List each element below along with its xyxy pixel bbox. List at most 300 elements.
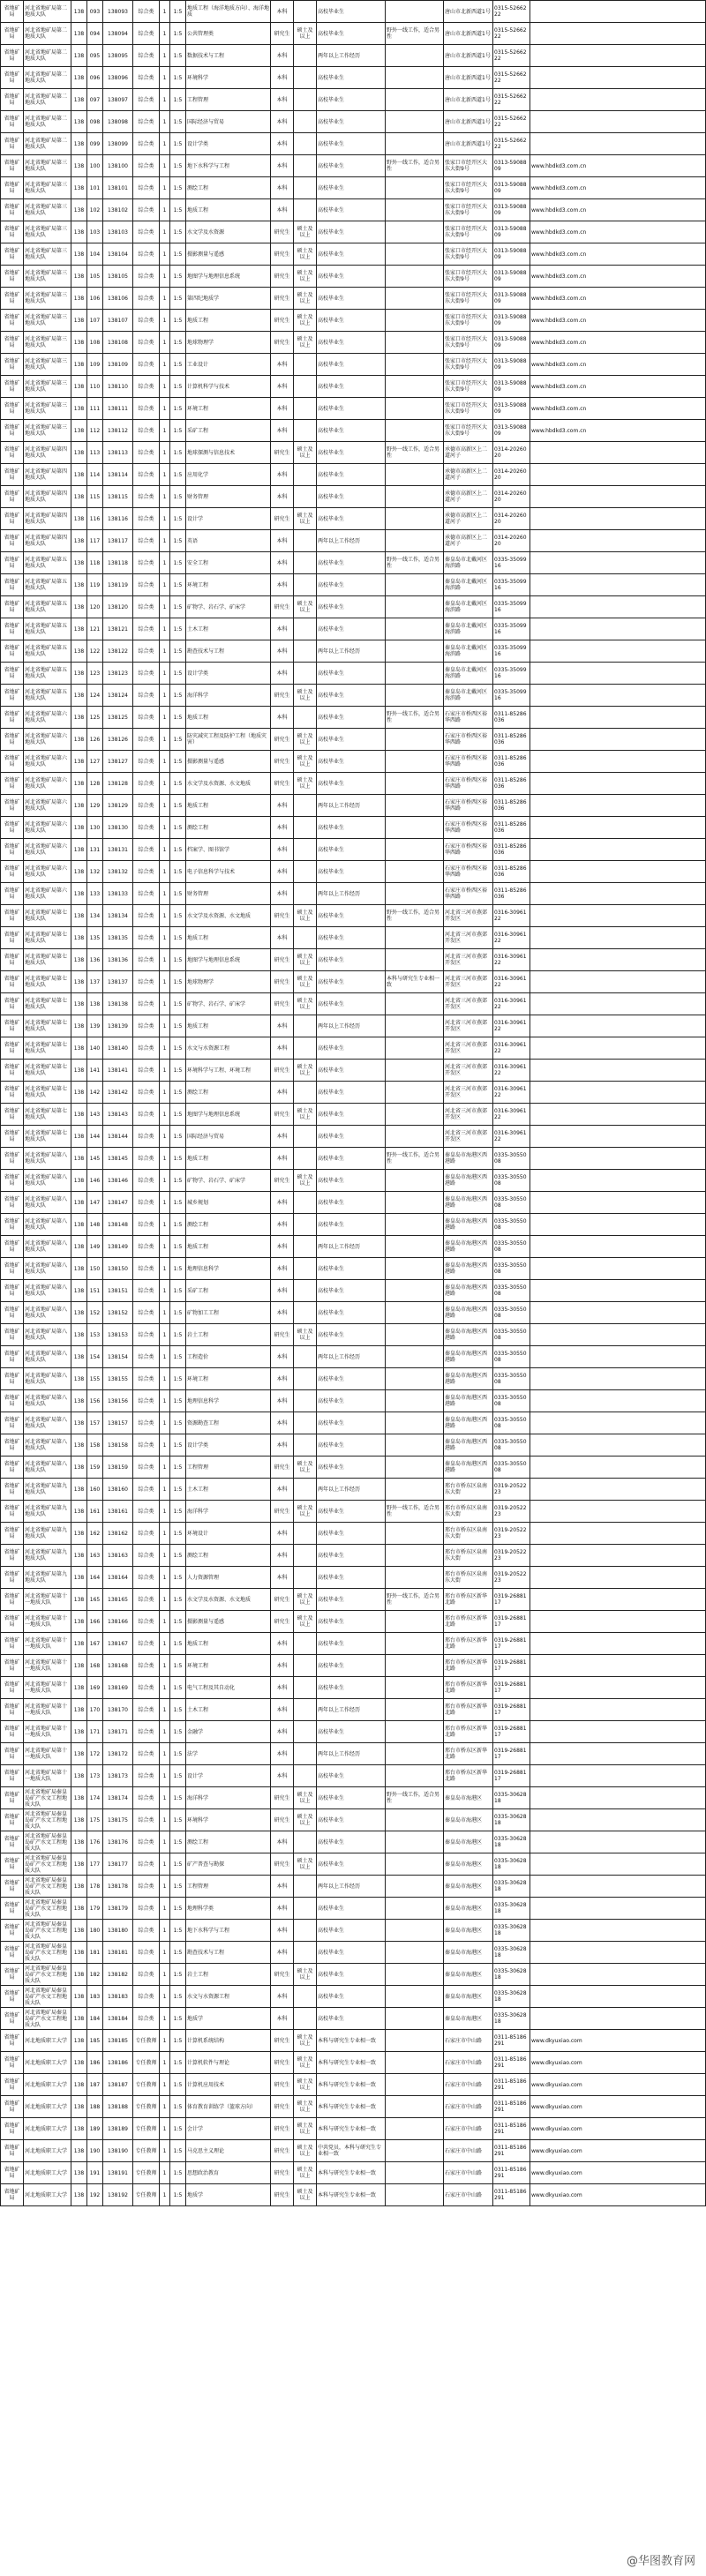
phone-cell: 0313-5908809 <box>493 398 530 420</box>
website-cell <box>530 839 706 861</box>
unit-code-cell: 138 <box>71 949 87 971</box>
unit-cell: 河北省地矿局第六地质大队 <box>24 839 71 861</box>
headcount-cell: 1 <box>160 618 170 640</box>
website-cell <box>530 1258 706 1280</box>
other-requirement-cell <box>386 199 444 221</box>
unit-cell: 河北省地矿局第二地质大队 <box>24 23 71 45</box>
target-cell: 高校毕业生 <box>317 1170 386 1192</box>
target-cell: 两年以上工作经历 <box>317 1015 386 1037</box>
headcount-cell: 1 <box>160 332 170 354</box>
degree-cell: 硕士及以上 <box>294 332 317 354</box>
unit-cell: 河北省地矿局第六地质大队 <box>24 707 71 729</box>
headcount-cell: 1 <box>160 2184 170 2206</box>
target-cell: 高校毕业生 <box>317 971 386 993</box>
website-cell <box>530 1765 706 1787</box>
major-cell: 水文学及水资源、水文地质 <box>186 1589 271 1611</box>
headcount-cell: 1 <box>160 1192 170 1214</box>
table-row <box>1 861 706 883</box>
other-requirement-cell <box>386 596 444 618</box>
headcount-cell: 1 <box>160 288 170 310</box>
ratio-cell: 1:5 <box>170 1633 186 1655</box>
degree-cell <box>294 795 317 817</box>
address-cell: 承德市高新区上二道河子 <box>444 486 493 508</box>
degree-cell <box>294 1765 317 1787</box>
ratio-cell: 1:5 <box>170 1104 186 1126</box>
table-row <box>1 2052 706 2074</box>
degree-cell <box>294 1082 317 1104</box>
unit-code-cell: 138 <box>71 685 87 707</box>
unit-code-cell: 138 <box>71 1346 87 1368</box>
post-no-cell: 109 <box>87 354 103 376</box>
post-type-cell: 综合类 <box>133 552 160 574</box>
other-requirement-cell <box>386 266 444 288</box>
unit-cell: 河北省地矿局第八地质大队 <box>24 1456 71 1479</box>
table-row <box>1 2030 706 2052</box>
unit-cell: 河北省地矿局第七地质大队 <box>24 1015 71 1037</box>
table-row <box>1 332 706 354</box>
target-cell: 高校毕业生 <box>317 993 386 1015</box>
table-row <box>1 1942 706 1964</box>
post-code-cell: 138178 <box>103 1876 133 1898</box>
post-no-cell: 100 <box>87 155 103 177</box>
post-no-cell: 146 <box>87 1170 103 1192</box>
post-no-cell: 106 <box>87 288 103 310</box>
target-cell: 高校毕业生 <box>317 111 386 133</box>
post-type-cell: 综合类 <box>133 111 160 133</box>
other-requirement-cell <box>386 1853 444 1876</box>
post-type-cell: 综合类 <box>133 2008 160 2030</box>
ratio-cell: 1:5 <box>170 883 186 905</box>
ratio-cell: 1:5 <box>170 1611 186 1633</box>
post-code-cell: 138144 <box>103 1126 133 1148</box>
major-cell: 英语 <box>186 530 271 552</box>
category-cell: 省地矿局 <box>1 1 24 23</box>
unit-cell: 河北省地矿局第三地质大队 <box>24 376 71 398</box>
education-cell: 本科 <box>271 552 294 574</box>
post-no-cell: 123 <box>87 663 103 685</box>
unit-cell: 河北省地矿局第三地质大队 <box>24 243 71 266</box>
unit-code-cell: 138 <box>71 2008 87 2030</box>
education-cell: 研究生 <box>271 949 294 971</box>
major-cell: 地质工程 <box>186 707 271 729</box>
unit-code-cell: 138 <box>71 2096 87 2118</box>
unit-code-cell: 138 <box>71 464 87 486</box>
website-cell <box>530 640 706 663</box>
phone-cell: 0319-2052223 <box>493 1545 530 1567</box>
table-row <box>1 89 706 111</box>
website-cell <box>530 993 706 1015</box>
phone-cell: 0311-85186291 <box>493 2030 530 2052</box>
website-cell: www.dkyuxiao.com <box>530 2074 706 2096</box>
table-row <box>1 199 706 221</box>
ratio-cell: 1:5 <box>170 861 186 883</box>
major-cell: 海洋科学 <box>186 685 271 707</box>
ratio-cell: 1:5 <box>170 1986 186 2008</box>
website-cell: www.hbdkd3.com.cn <box>530 354 706 376</box>
target-cell: 两年以上工作经历 <box>317 1699 386 1721</box>
target-cell: 高校毕业生 <box>317 773 386 795</box>
degree-cell <box>294 1258 317 1280</box>
degree-cell <box>294 464 317 486</box>
headcount-cell: 1 <box>160 1765 170 1787</box>
ratio-cell: 1:5 <box>170 795 186 817</box>
website-cell <box>530 552 706 574</box>
phone-cell: 0313-5908809 <box>493 420 530 442</box>
other-requirement-cell: 本科与研究生专业相一致 <box>386 971 444 993</box>
phone-cell: 0319-2688117 <box>493 1677 530 1699</box>
post-no-cell: 161 <box>87 1501 103 1523</box>
table-row <box>1 1368 706 1390</box>
headcount-cell: 1 <box>160 266 170 288</box>
post-no-cell: 148 <box>87 1214 103 1236</box>
unit-code-cell: 138 <box>71 2030 87 2052</box>
other-requirement-cell <box>386 177 444 199</box>
unit-cell: 河北省地矿局第五地质大队 <box>24 596 71 618</box>
unit-cell: 河北省地矿局第十一地质大队 <box>24 1699 71 1721</box>
unit-code-cell: 138 <box>71 574 87 596</box>
major-cell: 地质工程 <box>186 1015 271 1037</box>
headcount-cell: 1 <box>160 1324 170 1346</box>
degree-cell: 硕士及以上 <box>294 2074 317 2096</box>
category-cell: 省地矿局 <box>1 354 24 376</box>
unit-code-cell: 138 <box>71 1390 87 1412</box>
category-cell: 省地矿局 <box>1 1479 24 1501</box>
category-cell: 省地矿局 <box>1 1015 24 1037</box>
ratio-cell: 1:5 <box>170 1809 186 1831</box>
major-cell: 测绘工程 <box>186 1082 271 1104</box>
address-cell: 张家口市经开区大东大街9号 <box>444 243 493 266</box>
address-cell: 秦皇岛市海港区 <box>444 1964 493 1986</box>
target-cell: 高校毕业生 <box>317 354 386 376</box>
category-cell: 省地矿局 <box>1 67 24 89</box>
unit-cell: 河北省地矿局第十一地质大队 <box>24 1765 71 1787</box>
post-type-cell: 综合类 <box>133 1920 160 1942</box>
table-row <box>1 1986 706 2008</box>
major-cell: 金融学 <box>186 1721 271 1743</box>
unit-cell: 河北省地矿局第十一地质大队 <box>24 1721 71 1743</box>
education-cell: 研究生 <box>271 905 294 927</box>
degree-cell <box>294 1148 317 1170</box>
table-row <box>1 2008 706 2030</box>
unit-cell: 河北省地矿局第三地质大队 <box>24 177 71 199</box>
post-type-cell: 综合类 <box>133 1346 160 1368</box>
unit-code-cell: 138 <box>71 1655 87 1677</box>
phone-cell: 0313-5908809 <box>493 332 530 354</box>
phone-cell: 0335-3062818 <box>493 1920 530 1942</box>
phone-cell: 0335-3062818 <box>493 1898 530 1920</box>
headcount-cell: 1 <box>160 133 170 155</box>
category-cell: 省地矿局 <box>1 1346 24 1368</box>
unit-code-cell: 138 <box>71 155 87 177</box>
category-cell: 省地矿局 <box>1 2096 24 2118</box>
ratio-cell: 1:5 <box>170 486 186 508</box>
target-cell: 高校毕业生 <box>317 266 386 288</box>
table-row <box>1 2074 706 2096</box>
category-cell: 省地矿局 <box>1 1942 24 1964</box>
address-cell: 秦皇岛市海港区西港路 <box>444 1324 493 1346</box>
post-code-cell: 138093 <box>103 1 133 23</box>
post-code-cell: 138152 <box>103 1302 133 1324</box>
phone-cell: 0316-3096122 <box>493 1015 530 1037</box>
other-requirement-cell <box>386 1964 444 1986</box>
address-cell: 秦皇岛市海港区西港路 <box>444 1148 493 1170</box>
post-type-cell: 综合类 <box>133 883 160 905</box>
address-cell: 河北省三河市燕郊开发区 <box>444 1082 493 1104</box>
phone-cell: 0335-3509916 <box>493 663 530 685</box>
unit-cell: 河北省地矿局第六地质大队 <box>24 861 71 883</box>
category-cell: 省地矿局 <box>1 177 24 199</box>
target-cell: 高校毕业生 <box>317 1809 386 1831</box>
post-type-cell: 综合类 <box>133 993 160 1015</box>
degree-cell <box>294 1942 317 1964</box>
major-cell: 马克思主义理论 <box>186 2140 271 2162</box>
phone-cell: 0311-85286036 <box>493 729 530 751</box>
headcount-cell: 1 <box>160 2140 170 2162</box>
unit-cell: 河北省地矿局第三地质大队 <box>24 288 71 310</box>
post-type-cell: 综合类 <box>133 971 160 993</box>
degree-cell <box>294 1346 317 1368</box>
headcount-cell: 1 <box>160 1 170 23</box>
major-cell: 地理科学类 <box>186 1898 271 1920</box>
unit-cell: 河北省地矿局第八地质大队 <box>24 1412 71 1434</box>
other-requirement-cell <box>386 1456 444 1479</box>
education-cell: 研究生 <box>271 1809 294 1831</box>
unit-cell: 河北地质职工大学 <box>24 2162 71 2184</box>
unit-code-cell: 138 <box>71 1060 87 1082</box>
ratio-cell: 1:5 <box>170 1787 186 1809</box>
other-requirement-cell <box>386 508 444 530</box>
address-cell: 邢台市桥东区新华北路 <box>444 1655 493 1677</box>
target-cell: 本科与研究生专业相一致 <box>317 2030 386 2052</box>
education-cell: 本科 <box>271 1567 294 1589</box>
headcount-cell: 1 <box>160 2008 170 2030</box>
target-cell: 高校毕业生 <box>317 574 386 596</box>
degree-cell <box>294 1523 317 1545</box>
headcount-cell: 1 <box>160 640 170 663</box>
headcount-cell: 1 <box>160 2074 170 2096</box>
unit-cell: 河北省地矿局第八地质大队 <box>24 1390 71 1412</box>
unit-code-cell: 138 <box>71 442 87 464</box>
education-cell: 本科 <box>271 1192 294 1214</box>
degree-cell: 硕士及以上 <box>294 1456 317 1479</box>
unit-code-cell: 138 <box>71 817 87 839</box>
post-no-cell: 153 <box>87 1324 103 1346</box>
phone-cell: 0335-3509916 <box>493 618 530 640</box>
table-row <box>1 1390 706 1412</box>
target-cell: 高校毕业生 <box>317 1368 386 1390</box>
category-cell: 省地矿局 <box>1 1787 24 1809</box>
phone-cell: 0313-5908809 <box>493 221 530 243</box>
degree-cell: 硕士及以上 <box>294 243 317 266</box>
post-code-cell: 138101 <box>103 177 133 199</box>
other-requirement-cell <box>386 1479 444 1501</box>
table-row <box>1 442 706 464</box>
target-cell: 本科与研究生专业相一致 <box>317 2074 386 2096</box>
ratio-cell: 1:5 <box>170 1192 186 1214</box>
major-cell: 地球物理学 <box>186 332 271 354</box>
website-cell <box>530 795 706 817</box>
post-code-cell: 138110 <box>103 376 133 398</box>
post-code-cell: 138123 <box>103 663 133 685</box>
website-cell <box>530 1126 706 1148</box>
website-cell <box>530 817 706 839</box>
education-cell: 本科 <box>271 861 294 883</box>
headcount-cell: 1 <box>160 243 170 266</box>
other-requirement-cell <box>386 133 444 155</box>
education-cell: 研究生 <box>271 442 294 464</box>
website-cell <box>530 751 706 773</box>
post-code-cell: 138169 <box>103 1677 133 1699</box>
major-cell: 地质工程 <box>186 310 271 332</box>
unit-code-cell: 138 <box>71 1126 87 1148</box>
degree-cell <box>294 1236 317 1258</box>
phone-cell: 0335-3509916 <box>493 640 530 663</box>
website-cell <box>530 1170 706 1192</box>
degree-cell <box>294 376 317 398</box>
category-cell: 省地矿局 <box>1 111 24 133</box>
headcount-cell: 1 <box>160 2096 170 2118</box>
unit-cell: 河北省地矿局第十一地质大队 <box>24 1743 71 1765</box>
unit-cell: 河北省地矿局第七地质大队 <box>24 1037 71 1060</box>
post-no-cell: 168 <box>87 1655 103 1677</box>
post-code-cell: 138140 <box>103 1037 133 1060</box>
headcount-cell: 1 <box>160 1302 170 1324</box>
category-cell: 省地矿局 <box>1 1170 24 1192</box>
post-type-cell: 专任教师 <box>133 2162 160 2184</box>
watermark: @华图教育网 <box>623 2550 699 2569</box>
unit-code-cell: 138 <box>71 596 87 618</box>
table-row <box>1 1148 706 1170</box>
phone-cell: 0335-3055008 <box>493 1412 530 1434</box>
website-cell <box>530 1787 706 1809</box>
post-code-cell: 138153 <box>103 1324 133 1346</box>
table-row <box>1 376 706 398</box>
major-cell: 设计学类 <box>186 1434 271 1456</box>
post-type-cell: 综合类 <box>133 1434 160 1456</box>
address-cell: 石家庄市桥西区裕华西路 <box>444 817 493 839</box>
headcount-cell: 1 <box>160 155 170 177</box>
education-cell: 研究生 <box>271 310 294 332</box>
target-cell: 本科与研究生专业相一致 <box>317 2096 386 2118</box>
major-cell: 工程管理 <box>186 89 271 111</box>
unit-code-cell: 138 <box>71 376 87 398</box>
headcount-cell: 1 <box>160 1920 170 1942</box>
degree-cell <box>294 1 317 23</box>
post-no-cell: 167 <box>87 1633 103 1655</box>
table-row <box>1 1 706 23</box>
target-cell: 高校毕业生 <box>317 1853 386 1876</box>
target-cell: 高校毕业生 <box>317 1126 386 1148</box>
major-cell: 地下水科学与工程 <box>186 1920 271 1942</box>
ratio-cell: 1:5 <box>170 1236 186 1258</box>
post-type-cell: 综合类 <box>133 442 160 464</box>
major-cell: 环境设计 <box>186 1523 271 1545</box>
post-type-cell: 综合类 <box>133 751 160 773</box>
post-no-cell: 154 <box>87 1346 103 1368</box>
education-cell: 本科 <box>271 67 294 89</box>
phone-cell: 0316-3096122 <box>493 993 530 1015</box>
education-cell: 本科 <box>271 1214 294 1236</box>
phone-cell: 0319-2688117 <box>493 1589 530 1611</box>
post-code-cell: 138126 <box>103 729 133 751</box>
headcount-cell: 1 <box>160 442 170 464</box>
ratio-cell: 1:5 <box>170 1964 186 1986</box>
table-row <box>1 1743 706 1765</box>
table-body <box>1 1 706 2206</box>
website-cell <box>530 67 706 89</box>
post-type-cell: 综合类 <box>133 1589 160 1611</box>
unit-code-cell: 138 <box>71 1434 87 1456</box>
other-requirement-cell <box>386 949 444 971</box>
unit-code-cell: 138 <box>71 243 87 266</box>
target-cell: 高校毕业生 <box>317 1324 386 1346</box>
ratio-cell: 1:5 <box>170 1545 186 1567</box>
address-cell: 秦皇岛市北戴河区海滨路 <box>444 685 493 707</box>
degree-cell: 硕士及以上 <box>294 310 317 332</box>
major-cell: 法学 <box>186 1743 271 1765</box>
post-type-cell: 专任教师 <box>133 2184 160 2206</box>
ratio-cell: 1:5 <box>170 1743 186 1765</box>
major-cell: 地质工程 <box>186 795 271 817</box>
ratio-cell: 1:5 <box>170 2162 186 2184</box>
ratio-cell: 1:5 <box>170 376 186 398</box>
category-cell: 省地矿局 <box>1 949 24 971</box>
headcount-cell: 1 <box>160 729 170 751</box>
major-cell: 地球物理学 <box>186 971 271 993</box>
other-requirement-cell <box>386 640 444 663</box>
address-cell: 秦皇岛市北戴河区海滨路 <box>444 663 493 685</box>
education-cell: 研究生 <box>271 23 294 45</box>
other-requirement-cell <box>386 332 444 354</box>
category-cell: 省地矿局 <box>1 1898 24 1920</box>
unit-cell: 河北省地矿局第五地质大队 <box>24 663 71 685</box>
other-requirement-cell: 野外一线工作，适合男性 <box>386 1589 444 1611</box>
phone-cell: 0316-3096122 <box>493 1082 530 1104</box>
education-cell: 研究生 <box>271 288 294 310</box>
degree-cell: 硕士及以上 <box>294 2096 317 2118</box>
post-code-cell: 138127 <box>103 751 133 773</box>
degree-cell: 硕士及以上 <box>294 949 317 971</box>
post-no-cell: 151 <box>87 1280 103 1302</box>
target-cell: 本科与研究生专业相一致 <box>317 2118 386 2140</box>
post-type-cell: 综合类 <box>133 288 160 310</box>
phone-cell: 0335-3062818 <box>493 1831 530 1853</box>
target-cell: 高校毕业生 <box>317 508 386 530</box>
degree-cell <box>294 817 317 839</box>
ratio-cell: 1:5 <box>170 1214 186 1236</box>
major-cell: 数据技术与工程 <box>186 45 271 67</box>
major-cell: 地质工程 <box>186 1148 271 1170</box>
other-requirement-cell <box>386 376 444 398</box>
post-code-cell: 138166 <box>103 1611 133 1633</box>
post-code-cell: 138099 <box>103 133 133 155</box>
website-cell <box>530 618 706 640</box>
ratio-cell: 1:5 <box>170 1258 186 1280</box>
post-code-cell: 138186 <box>103 2052 133 2074</box>
ratio-cell: 1:5 <box>170 596 186 618</box>
post-no-cell: 157 <box>87 1412 103 1434</box>
unit-code-cell: 138 <box>71 1192 87 1214</box>
education-cell: 本科 <box>271 707 294 729</box>
education-cell: 本科 <box>271 1655 294 1677</box>
post-code-cell: 138174 <box>103 1787 133 1809</box>
website-cell <box>530 1368 706 1390</box>
address-cell: 河北省三河市燕郊开发区 <box>444 905 493 927</box>
target-cell: 高校毕业生 <box>317 1082 386 1104</box>
post-type-cell: 综合类 <box>133 1015 160 1037</box>
unit-cell: 河北省地矿局秦皇岛矿产水文工程地质大队 <box>24 1898 71 1920</box>
ratio-cell: 1:5 <box>170 266 186 288</box>
